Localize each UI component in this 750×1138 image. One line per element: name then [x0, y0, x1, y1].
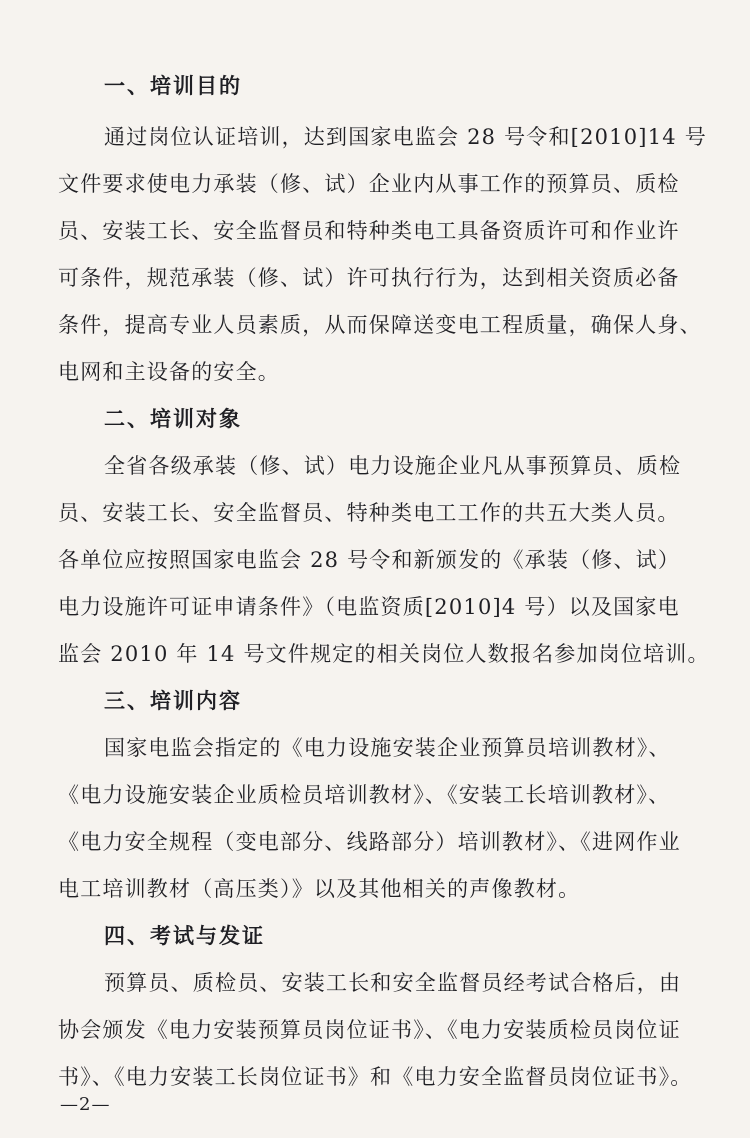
section-3-line-2: 《电力设施安装企业质检员培训教材》、《安装工长培训教材》、	[58, 783, 671, 807]
section-1-line-5: 条件，提高专业人员素质，从而保障送变电工程质量，确保人身、	[58, 313, 702, 337]
section-4-line-1: 预算员、质检员、安装工长和安全监督员经考试合格后，由	[104, 971, 682, 995]
section-2-line-2: 员、安装工长、安全监督员、特种类电工工作的共五大类人员。	[58, 501, 680, 525]
section-2-line-4: 电力设施许可证申请条件》（电监资质[2010]4 号）以及国家电	[58, 595, 680, 619]
section-2-line-3: 各单位应按照国家电监会 28 号令和新颁发的《承装（修、试）	[58, 548, 681, 572]
section-3-line-3: 《电力安全规程（变电部分、线路部分）培训教材》、《进网作业	[58, 830, 681, 854]
section-3-line-4: 电工培训教材（高压类）》以及其他相关的声像教材。	[58, 877, 581, 901]
section-4-line-3: 书》、《电力安装工长岗位证书》和《电力安全监督员岗位证书》。	[58, 1065, 693, 1089]
section-2-heading: 二、培训对象	[104, 406, 242, 431]
section-4-line-2: 协会颁发《电力安装预算员岗位证书》、《电力安装质检员岗位证	[58, 1018, 681, 1042]
section-1-heading: 一、培训目的	[104, 73, 242, 98]
section-3-line-1: 国家电监会指定的《电力设施安装企业预算员培训教材》、	[104, 736, 671, 760]
section-2-line-5: 监会 2010 年 14 号文件规定的相关岗位人数报名参加岗位培训。	[58, 642, 710, 666]
section-3-heading: 三、培训内容	[104, 688, 242, 713]
section-1-line-6: 电网和主设备的安全。	[58, 360, 280, 384]
section-1-line-4: 可条件，规范承装（修、试）许可执行行为，达到相关资质必备	[58, 266, 680, 290]
section-1-line-1: 通过岗位认证培训，达到国家电监会 28 号令和[2010]14 号	[104, 125, 707, 149]
section-4-heading: 四、考试与发证	[104, 923, 265, 948]
section-1-line-2: 文件要求使电力承装（修、试）企业内从事工作的预算员、质检	[58, 172, 680, 196]
page-number: —2—	[60, 1094, 111, 1115]
section-1-line-3: 员、安装工长、安全监督员和特种类电工具备资质许可和作业许	[58, 219, 680, 243]
section-2-line-1: 全省各级承装（修、试）电力设施企业凡从事预算员、质检	[104, 454, 682, 478]
